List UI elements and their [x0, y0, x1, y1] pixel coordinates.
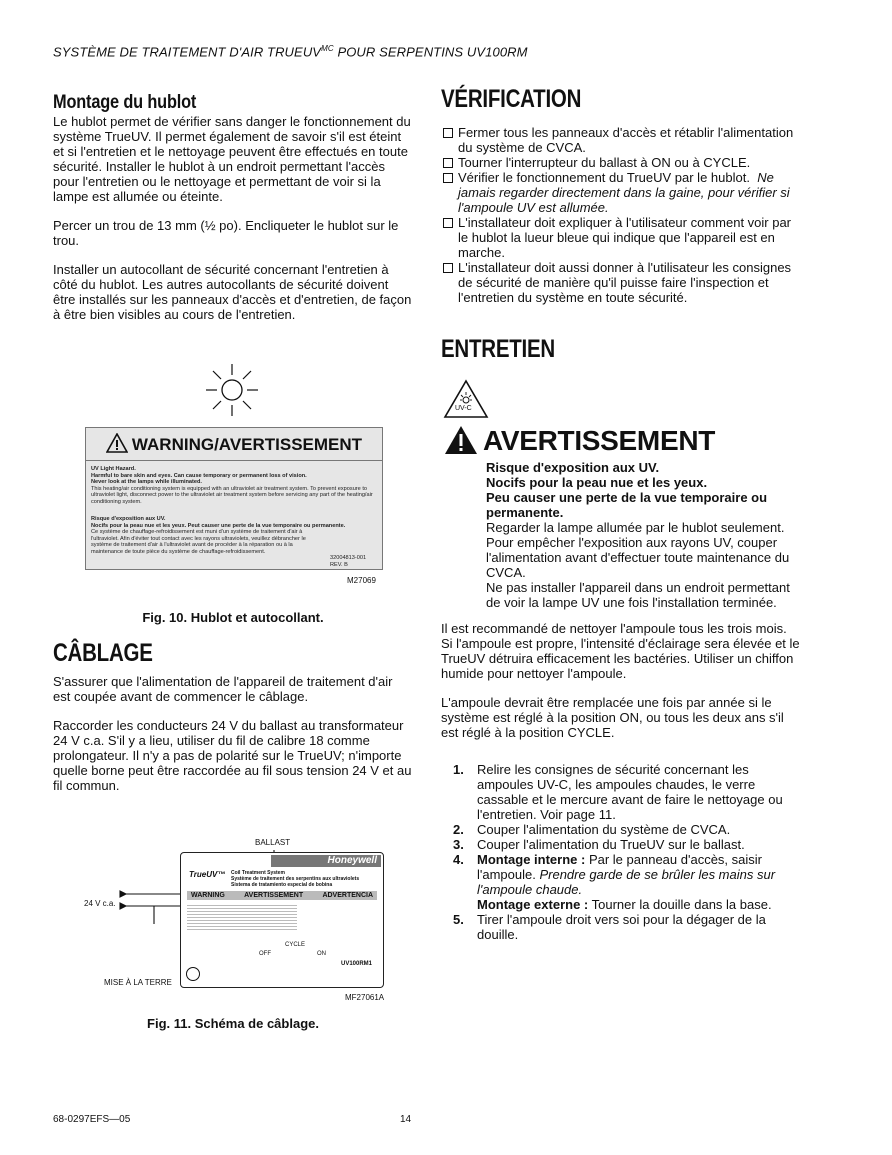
- warning-triangle-icon: [444, 425, 478, 455]
- fig10-caption: Fig. 10. Hublot et autocollant.: [142, 610, 324, 625]
- entretien-paragraph-1: Il est recommandé de nettoyer l'ampoule tous les trois mois. Si l'ampoule est propre, l'intensité d'éclairage sera élevée et le TrueUV détruira efficacement les bactéries. Utiliser un chiffon humide pour nettoyer l'ampoule.: [441, 621, 800, 681]
- sticker-french-text: Risque d'exposition aux UV. Nocifs pour la peau nue et les yeux. Peut causer une perte de la vue temporaire ou permanente. Ce système de chauffage-refroidissement est muni d'un système de traitement d'air à l'ultraviolet. Afin d'éviter tout contact avec les rayons ultraviolets, veuillez débrancher le système de traitement d'air à l'ultraviolet avant de procéder à la réparation ou à la maintenance de toute pièce du système de chauffage-refroidissement.: [91, 516, 346, 555]
- ballast-system-names: Coil Treatment System Système de traitement des serpentins aux ultraviolets Sistema de tratamiento especial de bobina: [231, 870, 360, 888]
- ground-label: MISE À LA TERRE: [104, 978, 172, 987]
- page-number: 14: [400, 1114, 412, 1125]
- entretien-text: [441, 621, 801, 942]
- montage-paragraph-2: Percer un trou de 13 mm (½ po). Encliqueter le hublot sur le trou.: [53, 218, 399, 248]
- step-item: 1. Relire les consignes de sécurité concernant les ampoules UV-C, les ampoules chaudes, le verre cassable et le mercure avant de faire le nettoyage ou l'entretien. Voir page 11.: [453, 762, 783, 822]
- warning-sticker: [85, 427, 383, 570]
- checklist-item: L'installateur doit aussi donner à l'utilisateur les consignes de sécurité de manière qu'il puisse faire l'inspection et l'entretien du système en toute sécurité.: [441, 260, 801, 305]
- entretien-paragraph-2: L'ampoule devrait être remplacée une fois par année si le système est réglé à la position ON, ou tous les deux ans s'il est réglé à la position CYCLE.: [441, 695, 784, 740]
- entretien-heading: ENTRETIEN: [441, 335, 555, 363]
- cablage-paragraph-1: S'assurer que l'alimentation de l'appareil de traitement d'air est coupée avant de commencer le câblage.: [53, 674, 393, 704]
- ballast-fine-print: [187, 903, 297, 931]
- avertissement-title: AVERTISSEMENT: [483, 425, 716, 456]
- step-item: 4. Montage interne : Par le panneau d'accès, saisir l'ampoule. Prendre garde de se brûler les mains sur l'ampoule chaude. Montage externe : Tourner la douille dans la base.: [453, 852, 776, 912]
- running-header: SYSTÈME DE TRAITEMENT D'AIR $TRUEUV^{MC}$ POUR SERPENTINS UV100RM: [53, 44, 528, 60]
- warning-line: Regarder la lampe allumée par le hublot seulement.: [486, 520, 785, 535]
- switch-cycle-label: CYCLE: [285, 942, 306, 948]
- ballast-label: BALLAST: [255, 838, 291, 847]
- honeywell-logo: Honeywell: [271, 855, 381, 867]
- ballast-warning-strip: WARNING AVERTISSEMENT ADVERTENCIA: [187, 891, 377, 900]
- trueuv-logo: TrueUV™: [189, 870, 226, 879]
- warning-line: Pour empêcher l'exposition aux rayons UV, couper l'alimentation avant d'effectuer toute maintenance du CVCA.: [486, 535, 790, 580]
- entretien-heading-wrap: [441, 335, 580, 364]
- ballast-box: [180, 852, 384, 988]
- fig11-caption: Fig. 11. Schéma de câblage.: [147, 1016, 319, 1031]
- ballast-model: UV100RM1: [341, 961, 373, 967]
- switch-on-label: ON: [317, 951, 326, 957]
- checklist-item: Vérifier le fonctionnement du TrueUV par le hublot. Ne jamais regarder directement dans la gaine, pour vérifier si l'ampoule UV est allumée.: [441, 170, 801, 215]
- sticker-part-number: 32004813-001 REV. B: [330, 555, 367, 568]
- checklist-item: Tourner l'interrupteur du ballast à ON ou à CYCLE.: [441, 155, 801, 170]
- step-item: 3. Couper l'alimentation du TrueUV sur le ballast.: [453, 837, 745, 852]
- document-number: 68-0297EFS—05: [53, 1114, 131, 1125]
- left-column: [53, 92, 413, 336]
- cablage-section: [53, 639, 413, 807]
- switch-off-label: OFF: [259, 951, 271, 957]
- sticker-english-text: UV Light Hazard. Harmful to bare skin and eyes. Can cause temporary or permanent loss of vision. Never look at the lamps while illuminated. This heating/air conditioning system is equipped with an ultraviolet air treatment system. To prevent exposure to ultraviolet light, disconnect power to the ultraviolet air treatment system before servicing any part of the heating/air conditioning system.: [91, 466, 373, 505]
- warning-line: Ne pas installer l'appareil dans un endroit permettant de voir la lampe UV une fois l'installation terminée.: [486, 580, 790, 610]
- sticker-title: WARNING/AVERTISSEMENT: [86, 428, 382, 461]
- step-item: 2. Couper l'alimentation du système de CVCA.: [453, 822, 731, 837]
- checklist-item: Fermer tous les panneaux d'accès et rétablir l'alimentation du système de CVCA.: [441, 125, 801, 155]
- verification-heading: VÉRIFICATION: [441, 85, 582, 113]
- verification-checklist: [441, 125, 801, 305]
- montage-paragraph-3: Installer un autocollant de sécurité concernant l'entretien à côté du hublot. Les autres autocollants de sécurité doivent être installés sur les panneaux d'accès et d'entretien, de façon à être bien visibles au cours de l'entretien.: [53, 262, 412, 322]
- cablage-heading: CÂBLAGE: [53, 639, 153, 667]
- warning-line: Peu causer une perte de la vue temporaire ou permanente.: [486, 490, 768, 520]
- fig10-code: M27069: [347, 576, 376, 585]
- uv-c-hazard-icon: [443, 379, 489, 419]
- warning-line: Risque d'exposition aux UV.: [486, 460, 660, 475]
- warning-line: Nocifs pour la peau nue et les yeux.: [486, 475, 708, 490]
- ground-screw-icon: [186, 967, 200, 981]
- 24v-label: 24 V c.a.: [84, 899, 116, 908]
- right-column: [441, 85, 801, 305]
- warning-triangle-icon: [106, 433, 128, 453]
- step-item: 5. Tirer l'ampoule droit vers soi pour la dégager de la douille.: [453, 912, 766, 942]
- cablage-paragraph-2: Raccorder les conducteurs 24 V du ballast au transformateur 24 V c.a. S'il y a lieu, utiliser du fil de calibre 18 comme prolongateur. Il n'y a pas de polarité sur le TrueUV; n'importe quelle borne peut être raccordée au fil sous tension 24 V et au fil commun.: [53, 718, 412, 793]
- montage-paragraph-1: Le hublot permet de vérifier sans danger le fonctionnement du système TrueUV. Il permet également de savoir s'il est éteint et si l'entretien et le nettoyage peuvent être effectués en toute sécurité. Installer le hublot à un endroit permettant l'accès pour l'entretien ou le nettoyage et permettant de voir si la lampe est allumée ou éteinte.: [53, 114, 411, 204]
- maintenance-steps: [441, 762, 801, 942]
- warning-body: [486, 460, 806, 610]
- uv-c-label: UV-C: [455, 405, 472, 412]
- fig11-code: MF27061A: [345, 993, 385, 1002]
- uv-sun-icon: [204, 362, 260, 418]
- checklist-item: L'installateur doit expliquer à l'utilisateur comment voir par le hublot la lueur bleue qui indique que l'appareil est en marche.: [441, 215, 801, 260]
- montage-heading: Montage du hublot: [53, 92, 197, 113]
